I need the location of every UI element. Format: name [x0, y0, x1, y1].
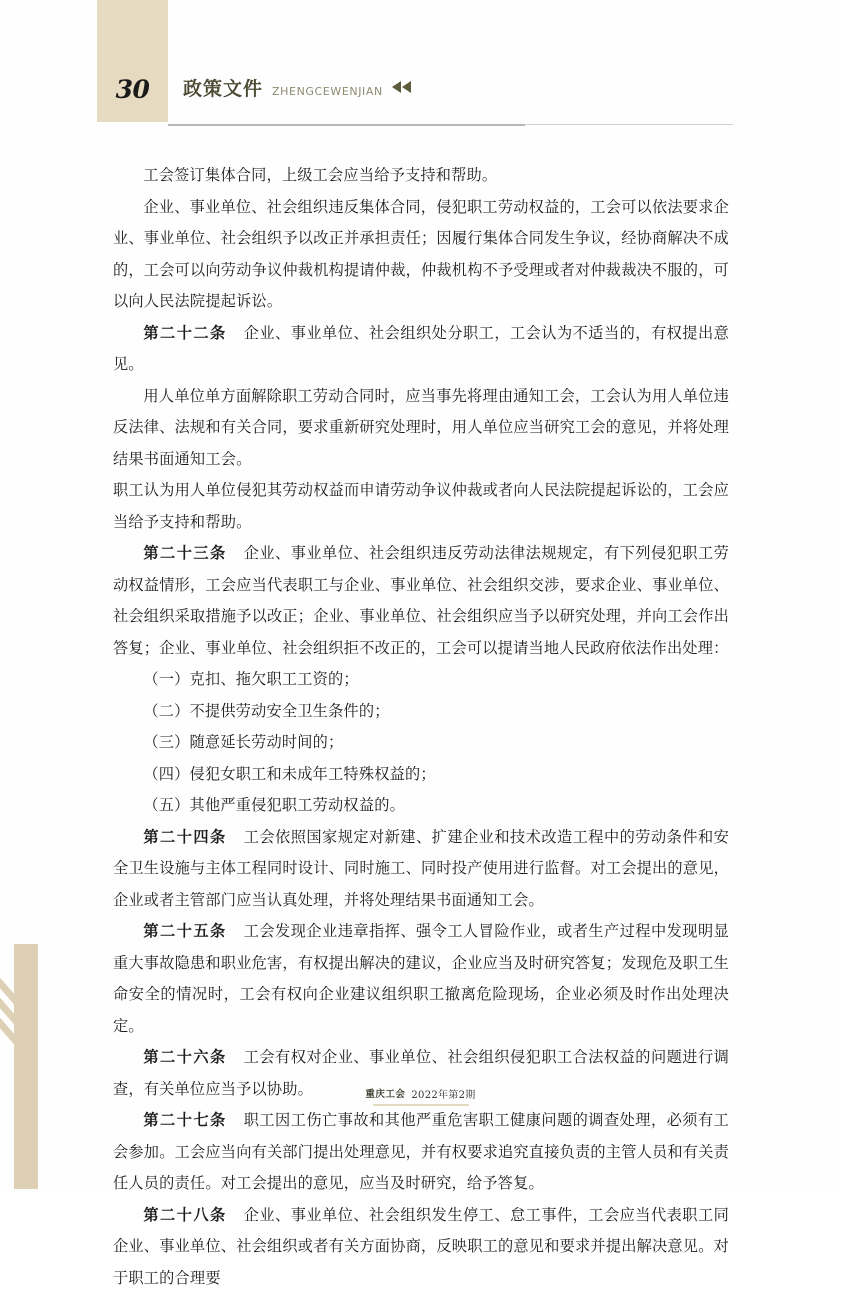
body-paragraph	[113, 664, 729, 696]
paragraph-text: 职工认为用人单位侵犯其劳动权益而申请劳动争议仲裁或者向人民法院提起诉讼的，工会应当给予支持和帮助。	[113, 481, 729, 531]
left-decoration	[0, 880, 46, 1189]
page-footer	[0, 1082, 841, 1106]
left-arrow-icon-1	[392, 81, 401, 93]
body-paragraph	[113, 759, 729, 791]
article-paragraph	[113, 538, 729, 664]
paragraph-text: 企业、事业单位、社会组织发生停工、怠工事件，工会应当代表职工同企业、事业单位、社会组织或者有关方面协商，反映职工的意见和要求并提出解决意见。对于职工的合理要	[113, 1206, 729, 1287]
paragraph-text: 企业、事业单位、社会组织违反劳动法律法规规定，有下列侵犯职工劳动权益情形，工会应当代表职工与企业、事业单位、社会组织交涉，要求企业、事业单位、社会组织采取措施予以改正；企业、事业单位、社会组织应当予以研究处理，并向工会作出答复；企业、事业单位、社会组织拒不改正的，工会可以提请当地人民政府依法作出处理：	[113, 544, 729, 657]
article-label: 第二十三条	[143, 544, 226, 562]
article-paragraph	[113, 916, 729, 1042]
paragraph-text: 工会签订集体合同，上级工会应当给予支持和帮助。	[143, 166, 497, 184]
body-paragraph	[113, 790, 729, 822]
article-label: 第二十八条	[143, 1206, 226, 1224]
article-label: 第二十五条	[143, 922, 226, 940]
article-label: 第二十四条	[143, 828, 226, 846]
article-paragraph	[113, 822, 729, 917]
page-number-block	[97, 0, 168, 122]
article-paragraph	[113, 1105, 729, 1200]
header-divider	[168, 124, 525, 126]
body-paragraph	[113, 475, 729, 538]
section-title-cn: 政策文件	[183, 74, 263, 101]
body-paragraph	[113, 192, 729, 318]
article-label: 第二十六条	[143, 1048, 226, 1066]
section-title-pinyin: ZHENGCEWENJIAN	[272, 85, 383, 98]
body-paragraph	[113, 696, 729, 728]
paragraph-text: （二）不提供劳动安全卫生条件的；	[143, 702, 389, 720]
left-arrow-icon-2	[402, 81, 411, 93]
footer-divider	[373, 1104, 469, 1106]
article-label: 第二十七条	[143, 1111, 226, 1129]
paragraph-text: 用人单位单方面解除职工劳动合同时，应当事先将理由通知工会，工会认为用人单位违反法律、法规和有关合同，要求重新研究处理时，用人单位应当研究工会的意见，并将处理结果书面通知工会。	[113, 387, 729, 468]
body-paragraph	[113, 727, 729, 759]
document-body	[113, 160, 729, 1294]
article-paragraph	[113, 318, 729, 381]
paragraph-text: （三）随意延长劳动时间的；	[143, 733, 343, 751]
paragraph-text: （五）其他严重侵犯职工劳动权益的。	[143, 796, 405, 814]
section-title	[183, 74, 411, 101]
article-paragraph	[113, 1200, 729, 1294]
page-header	[0, 0, 841, 140]
decoration-band	[14, 944, 38, 1189]
paragraph-text: （一）克扣、拖欠职工工资的；	[143, 670, 358, 688]
header-divider-tail	[525, 124, 733, 125]
footer-brand: 重庆工会	[365, 1086, 405, 1100]
paragraph-text: 企业、事业单位、社会组织处分职工，工会认为不适当的，有权提出意见。	[113, 324, 729, 374]
double-left-arrow-icon	[392, 81, 411, 93]
paragraph-text: 工会依照国家规定对新建、扩建企业和技术改造工程中的劳动条件和安全卫生设施与主体工程同时设计、同时施工、同时投产使用进行监督。对工会提出的意见，企业或者主管部门应当认真处理，并将处理结果书面通知工会。	[113, 828, 729, 909]
body-paragraph	[113, 381, 729, 476]
footer-content	[365, 1086, 475, 1101]
paragraph-text: 工会发现企业违章指挥、强令工人冒险作业，或者生产过程中发现明显重大事故隐患和职业危害，有权提出解决的建议，企业应当及时研究答复；发现危及职工生命安全的情况时，工会有权向企业建议组织职工撤离危险现场，企业必须及时作出处理决定。	[113, 922, 729, 1035]
paragraph-text: 企业、事业单位、社会组织违反集体合同，侵犯职工劳动权益的，工会可以依法要求企业、事业单位、社会组织予以改正并承担责任；因履行集体合同发生争议，经协商解决不成的，工会可以向劳动争议仲裁机构提请仲裁，仲裁机构不予受理或者对仲裁裁决不服的，可以向人民法院提起诉讼。	[113, 198, 729, 311]
body-paragraph	[113, 160, 729, 192]
page-number: 30	[116, 75, 150, 104]
footer-issue: 2022年第2期	[411, 1086, 475, 1101]
paragraph-text: （四）侵犯女职工和未成年工特殊权益的；	[143, 765, 435, 783]
paragraph-text: 职工因工伤亡事故和其他严重危害职工健康问题的调查处理，必须有工会参加。工会应当向有关部门提出处理意见，并有权要求追究直接负责的主管人员和有关责任人员的责任。对工会提出的意见，应当及时研究，给予答复。	[113, 1111, 729, 1192]
article-label: 第二十二条	[143, 324, 226, 342]
paragraph-text: 工会有权对企业、事业单位、社会组织侵犯职工合法权益的问题进行调查，有关单位应当予以协助。	[113, 1048, 729, 1098]
